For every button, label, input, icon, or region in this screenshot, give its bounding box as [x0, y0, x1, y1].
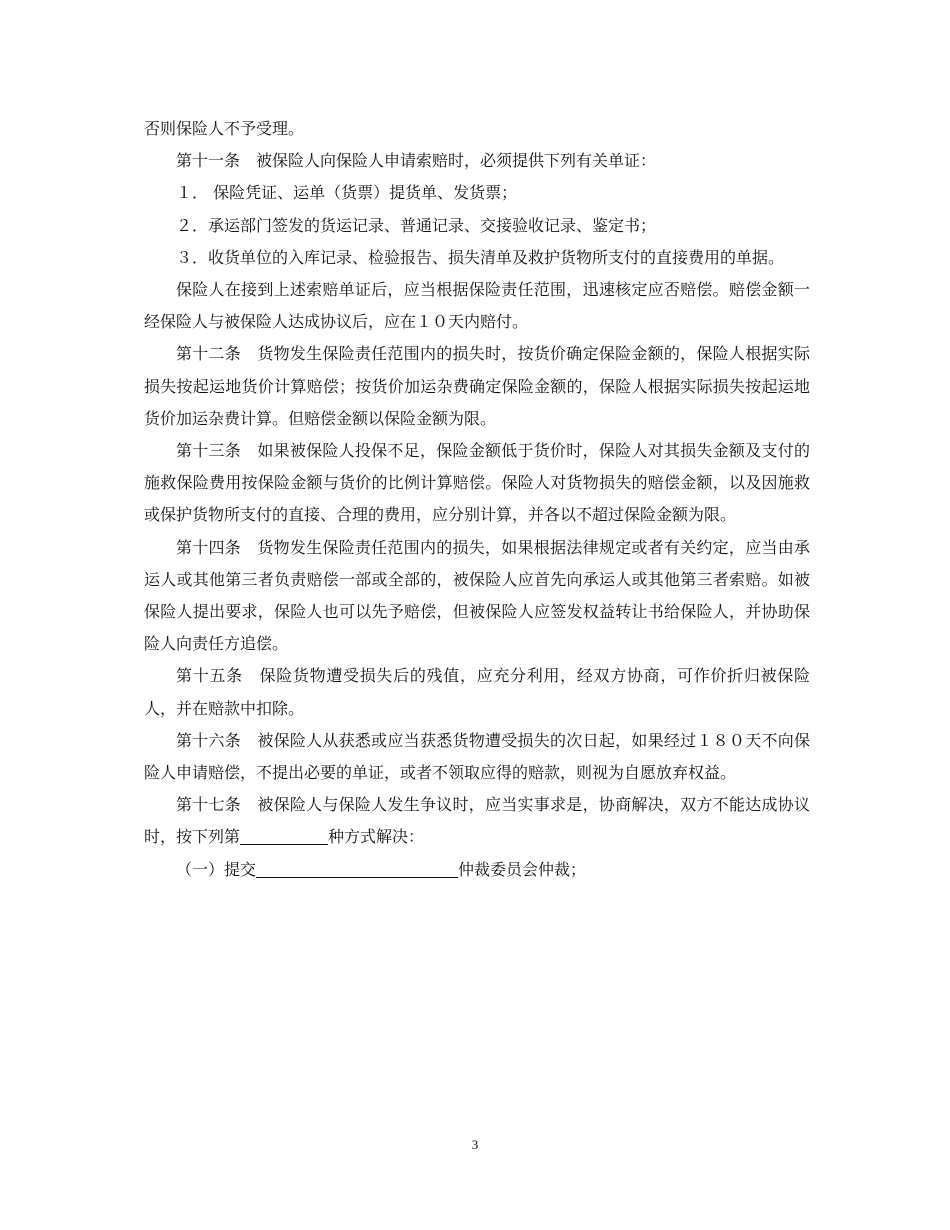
paragraph-item-3: ３．收货单位的入库记录、检验报告、损失清单及救护货物所支付的直接费用的单据。	[176, 247, 785, 267]
document-body	[144, 113, 810, 886]
paragraph-item-1: １． 保险凭证、运单（货票）提货单、发货票；	[176, 183, 518, 203]
arbitration-committee-blank	[256, 859, 458, 878]
option-1-text-after: 仲裁委员会仲裁；	[458, 859, 587, 879]
paragraph-article-12: 第十二条 货物发生保险责任范围内的损失时，按货价确定保险金额的，保险人根据实际损失按起运地货价计算赔偿；按货价加运杂费确定保险金额的，保险人根据实际损失按起运地货价加运杂费计算。但赔偿金额以保险金额为限。	[144, 344, 810, 428]
paragraph-continuation: 否则保险人不予受理。	[144, 119, 305, 138]
method-number-blank	[240, 826, 328, 845]
paragraph-article-13: 第十三条 如果被保险人投保不足，保险金额低于货价时，保险人对其损失金额及支付的施救保险费用按保险金额与货价的比例计算赔偿。保险人对货物损失的赔偿金额，以及因施救或保护货物所支付的直接、合理的费用，应分别计算，并各以不超过保险金额为限。	[144, 441, 810, 525]
page-number: 3	[471, 1137, 479, 1152]
paragraph-article-14: 第十四条 货物发生保险责任范围内的损失，如果根据法律规定或者有关约定，应当由承运人或其他第三者负责赔偿一部或全部的，被保险人应首先向承运人或其他第三者索赔。如被保险人提出要求，保险人也可以先予赔偿，但被保险人应签发权益转让书给保险人，并协助保险人向责任方追偿。	[144, 537, 810, 654]
paragraph-article-15: 第十五条 保险货物遭受损失后的残值，应充分利用，经双方协商，可作价折归被保险人，并在赔款中扣除。	[144, 666, 810, 718]
paragraph-option-1	[144, 854, 810, 886]
paragraph-claim-review: 保险人在接到上述索赔单证后，应当根据保险责任范围，迅速核定应否赔偿。赔偿金额一经保险人与被保险人达成协议后，应在１０天内赔付。	[144, 280, 810, 332]
paragraph-article-17	[144, 789, 810, 853]
paragraph-article-16: 第十六条 被保险人从获悉或应当获悉货物遭受损失的次日起，如果经过１８０天不向保险人申请赔偿，不提出必要的单证，或者不领取应得的赔款，则视为自愿放弃权益。	[144, 730, 810, 783]
paragraph-article-11: 第十一条 被保险人向保险人申请索赔时，必须提供下列有关单证：	[176, 151, 657, 171]
option-1-text-before: （一）提交	[176, 859, 257, 879]
paragraph-item-2: ２．承运部门签发的货运记录、普通记录、交接验收记录、鉴定书；	[176, 215, 657, 235]
article-17-text-after: 种方式解决：	[328, 827, 425, 847]
article-17-text-before: 第十七条 被保险人与保险人发生争议时，应当实事求是，协商解决，双方不能达成协议时，按下列第	[144, 795, 810, 847]
